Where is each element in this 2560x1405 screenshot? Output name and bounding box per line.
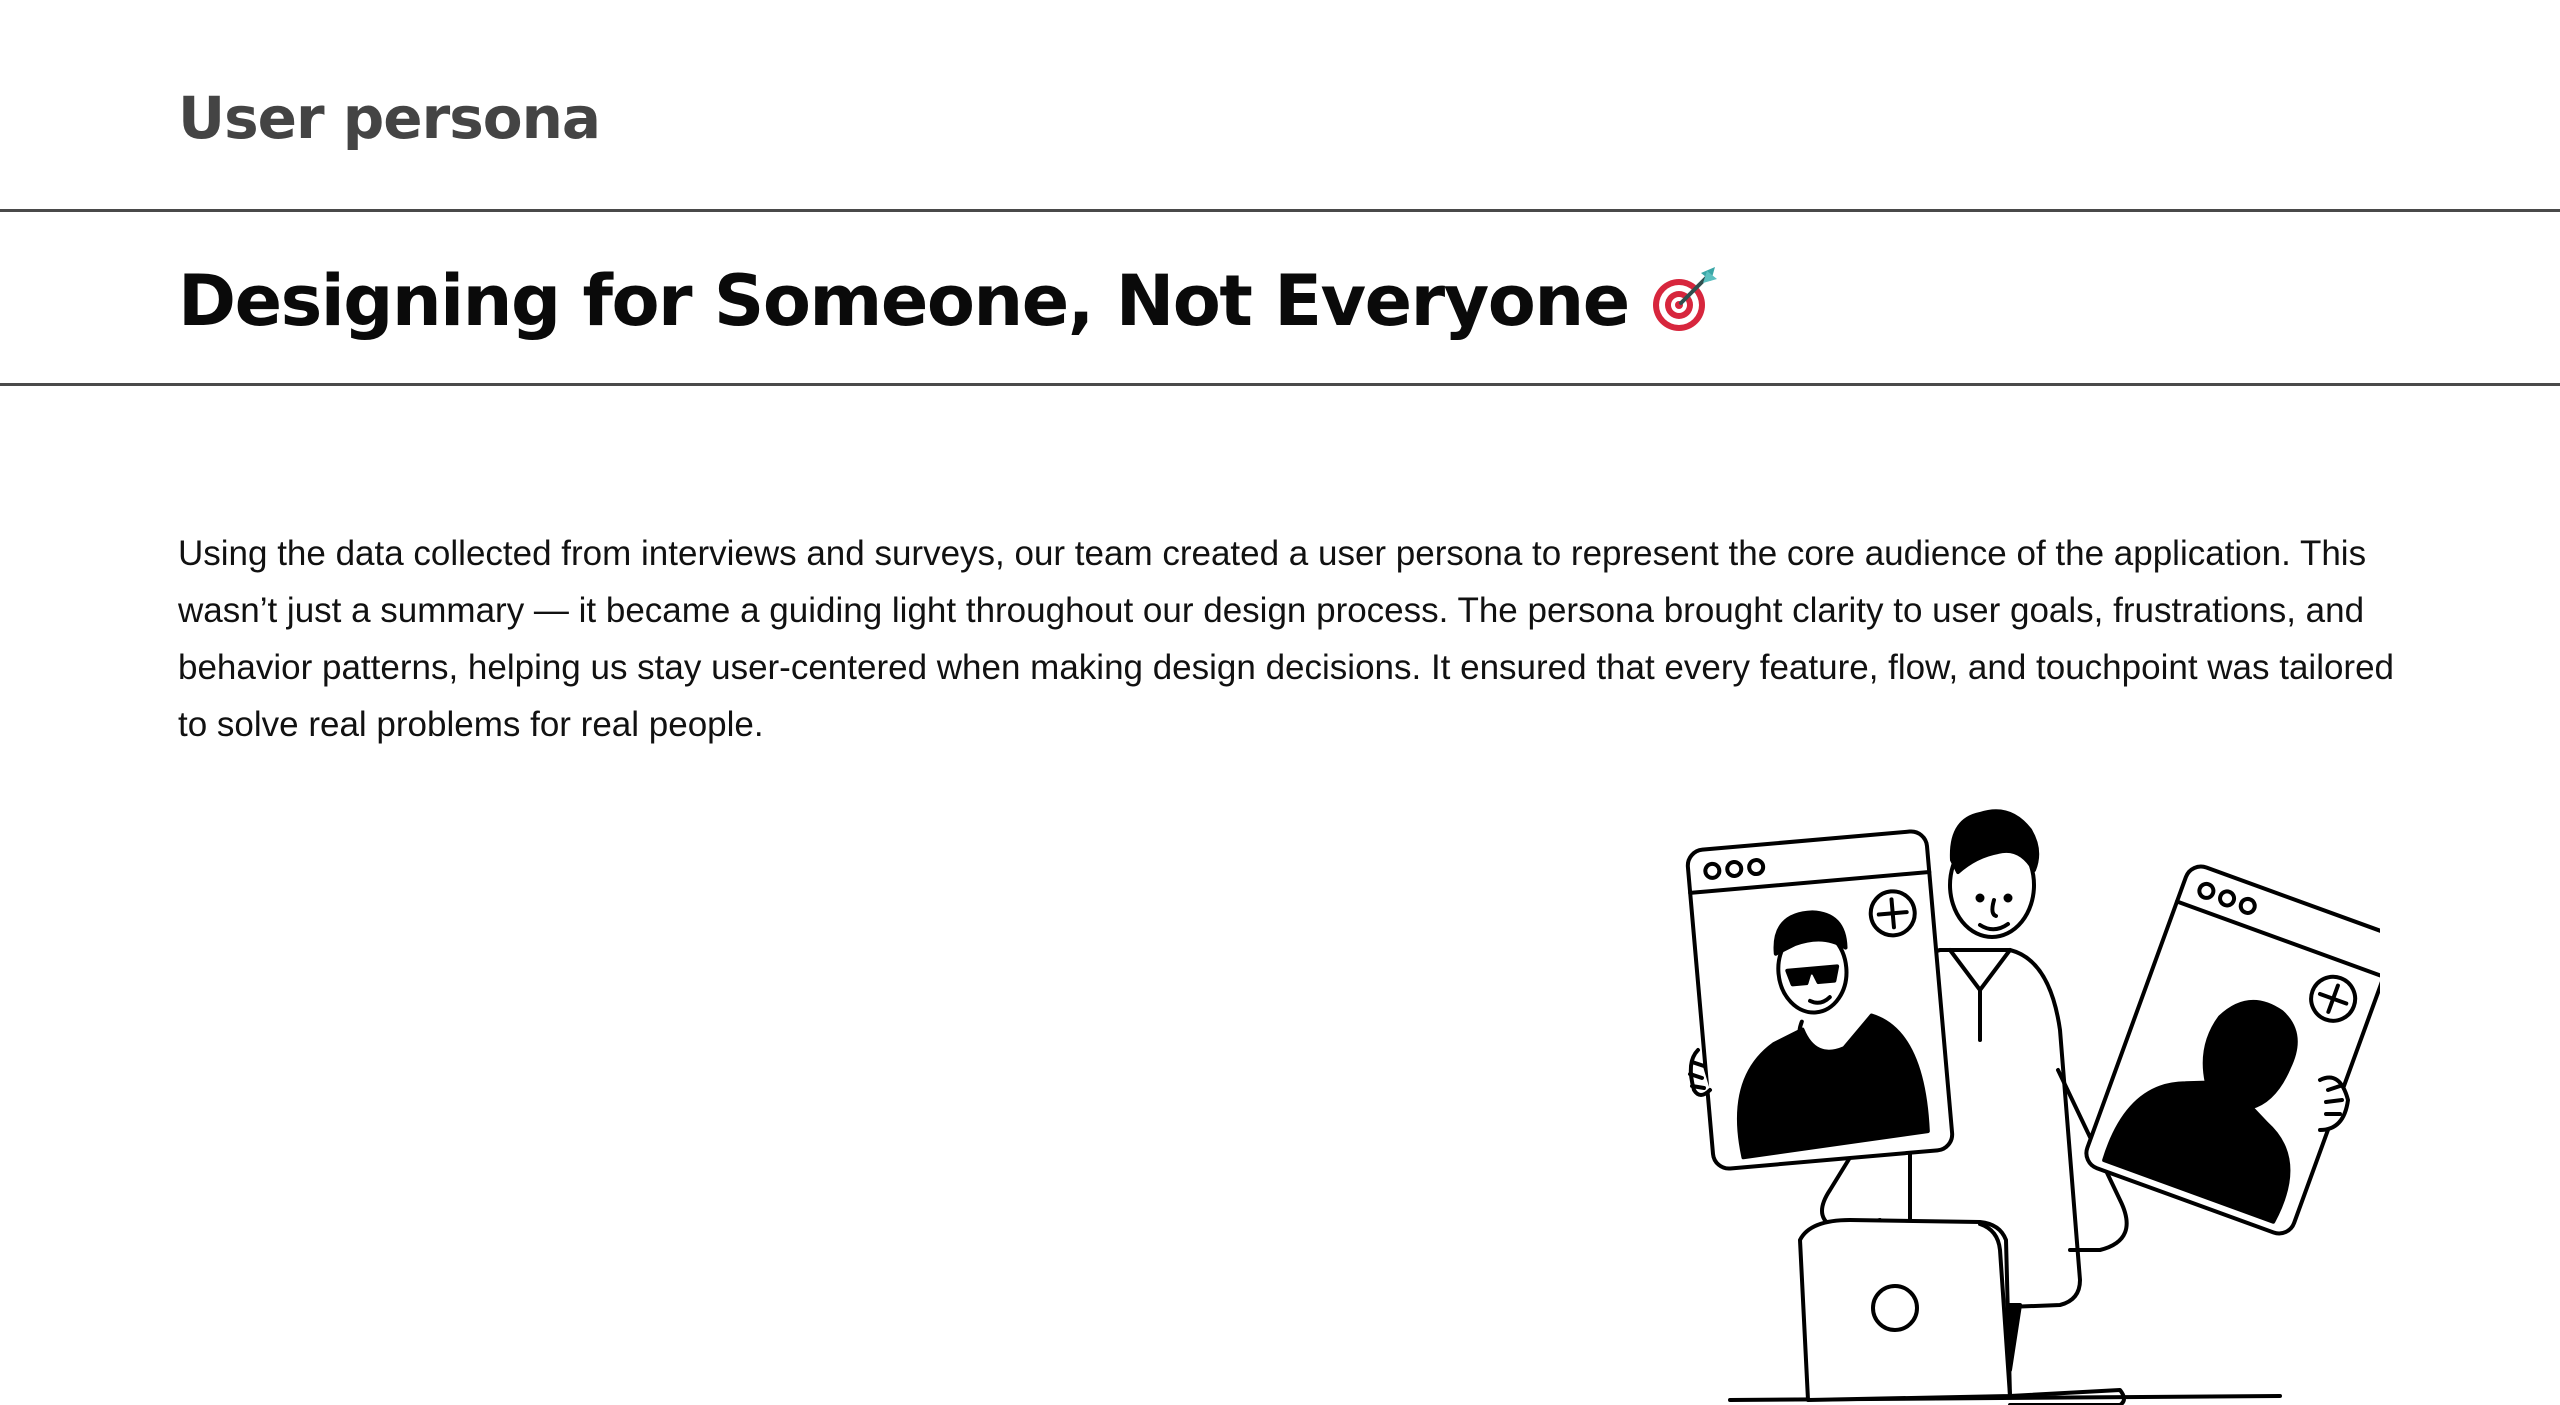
divider-top (0, 209, 2560, 212)
heading-row (178, 256, 1721, 346)
page-title: Designing for Someone, Not Everyone (178, 260, 1629, 342)
divider-bottom (0, 383, 2560, 386)
intro-paragraph: Using the data collected from interviews and surveys, our team created a user persona to represent the core audience of the application. This wasn’t just a summary — it became a guiding light throughout our design process. The persona brought clarity to user goals, frustrations, and behavior patterns, helping us stay user-centered when making design decisions. It ensured that every feature, flow, and touchpoint was tailored to solve real problems for real people. (178, 534, 2395, 744)
direct-hit-target-icon (1645, 263, 1721, 339)
section-label: User persona (178, 84, 601, 152)
persona-illustration-icon (1680, 800, 2380, 1405)
